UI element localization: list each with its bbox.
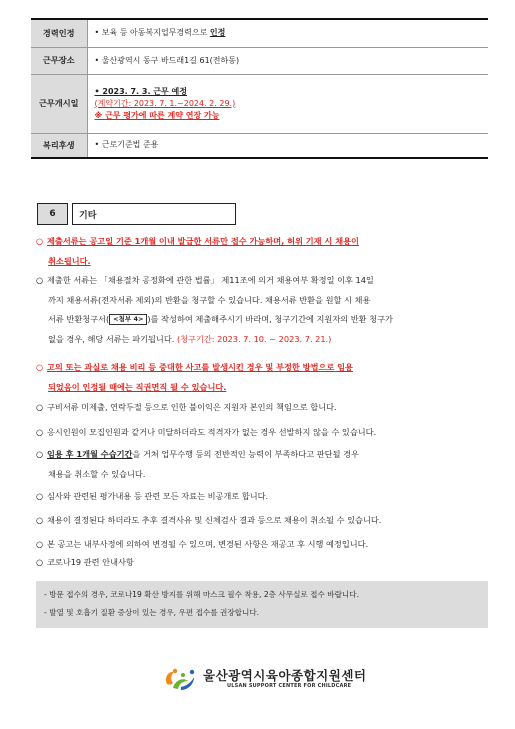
bullet-marker: ○: [36, 539, 44, 549]
list-item: ○ 코로나19 관련 안내사항: [36, 553, 488, 573]
location-text: • 울산광역시 동구 바드래1길 61(전하동): [94, 55, 240, 65]
bullet-marker: ○: [36, 491, 44, 501]
bullet-marker: ○: [36, 449, 44, 459]
recruitment-info-table: [31, 18, 488, 159]
covid-notice-box: [36, 581, 488, 628]
center-logo: [161, 666, 366, 692]
logo-subtitle: ULSAN SUPPORT CENTER FOR CHILDCARE: [227, 683, 352, 689]
section-number: 6: [37, 203, 68, 225]
contract-period-text: (계약기간: 2023. 7. 1.~2024. 2. 29.): [94, 98, 236, 108]
table-row: [31, 47, 488, 74]
list-item: ○ 본 공고는 내부사정에 의하여 변경될 수 있으며, 변경된 사항은 재공고 후 시행 예정입니다.: [36, 535, 488, 555]
claim-period-text: (청구기간: 2023. 7. 10. ~ 2023. 7. 21.): [176, 333, 332, 344]
bullet-marker: ○: [36, 275, 44, 285]
start-date-text: • 2023. 7. 3. 근무 예정: [94, 86, 187, 96]
contract-extension-note: ※ 근무 평가에 따른 계약 연장 가능: [94, 110, 220, 120]
probation-emphasis: 임용 후 1개월 수습기간: [47, 449, 133, 459]
career-emphasis: 인정: [209, 28, 226, 38]
row-label-start-date: 근무개시일: [31, 74, 87, 133]
table-row: [31, 74, 488, 133]
table-row: [31, 19, 488, 47]
bullet-marker: ○: [36, 362, 44, 372]
benefits-text: • 근로기준법 준용: [94, 140, 159, 150]
bullet-marker: ○: [36, 236, 44, 246]
childcare-center-logo-icon: [161, 666, 199, 692]
list-item: ○ 임용 후 1개월 수습기간을 거쳐 업무수행 등의 전반적인 능력이 부족하다고 판단될 경우 채용을 취소할 수 있습니다.: [36, 445, 488, 484]
row-label-benefits: 복리후생: [31, 133, 87, 158]
bullet-marker: ○: [36, 427, 44, 437]
logo-name: 울산광역시육아종합지원센터: [203, 668, 367, 683]
table-row: [31, 133, 488, 158]
notice-line: - 발열 및 호흡기 질환 증상이 있는 경우, 우편 접수를 권장합니다.: [44, 608, 260, 617]
career-text: • 보육 등 아동복지업무경력으로: [94, 28, 210, 38]
list-item: ○ 응시인원이 모집인원과 같거나 미달하더라도 적격자가 없는 경우 선발하지 않을 수 있습니다.: [36, 423, 488, 443]
list-item: ○ 고의 또는 과실로 채용 비리 등 중대한 사고를 발생시킨 경우 및 부정한 방법으로 임용 되었음이 인정될 때에는 직권면직 될 수 있습니다.: [36, 358, 488, 397]
section-header: [37, 203, 236, 225]
section-title: 기타: [72, 203, 236, 225]
bullet-marker: ○: [36, 402, 44, 412]
list-item: ○ 심사와 관련된 평가내용 등 관련 모든 자료는 비공개로 합니다.: [36, 487, 488, 507]
bullet-marker: ○: [36, 515, 44, 525]
attachment-badge: <첨부 4>: [109, 314, 147, 325]
list-item: ○ 제출서류는 공고일 기준 1개월 이내 발급한 서류만 접수 가능하며, 허위 기재 시 채용이 취소됩니다.: [36, 232, 488, 271]
notice-line: - 방문 접수의 경우, 코로나19 확산 방지를 위해 마스크 필수 착용, 2층 사무실로 접수 바랍니다.: [44, 590, 360, 599]
row-label-location: 근무장소: [31, 47, 87, 74]
list-item: ○ 제출한 서류는 「채용절차 공정화에 관한 법률」 제11조에 의거 채용여부 확정일 이후 14일 까지 채용서류(전자서류 제외)의 반환을 청구할 수 있습니다. 채용서류 반환을 원할 시 채용 서류 반환청구서( <첨부 4> )를 작성하여 제출해주시기 바라며, 청구기간에 지원자의 반환 청구가 없을 경우, 해당 서류는 파기됩니다. (청구기간: 2023. 7. 10. ~ 2023. 7. 21.): [36, 271, 488, 349]
list-item: ○ 채용이 결정된다 하더라도 추후 결격사유 및 신체검사 결과 등으로 채용이 취소될 수 있습니다.: [36, 511, 488, 531]
list-item: ○ 구비서류 미제출, 연락두절 등으로 인한 불이익은 지원자 본인의 책임으로 합니다.: [36, 398, 488, 418]
row-label-career: 경력인정: [31, 19, 87, 47]
bullet-marker: ○: [36, 557, 44, 567]
